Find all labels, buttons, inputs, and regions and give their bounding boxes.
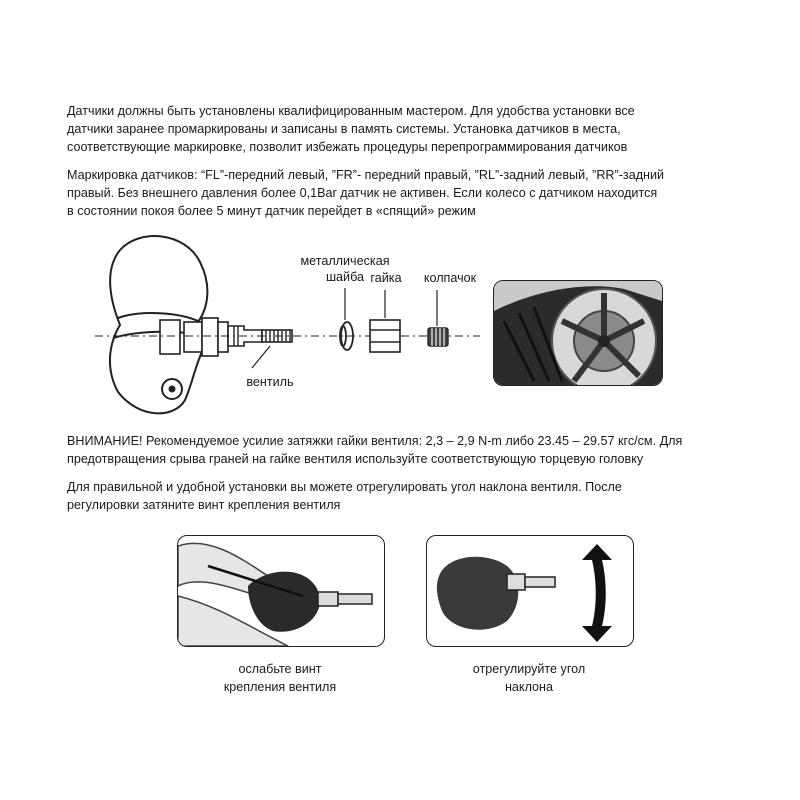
loosen-caption (180, 660, 380, 696)
adjust-line-2: регулировки затяните винт крепления вентиля (67, 498, 341, 512)
warning-paragraph (67, 432, 747, 468)
adjust-angle-photo (426, 535, 634, 647)
nut-icon (370, 320, 400, 352)
sensor-mount-screw-icon (162, 379, 182, 399)
valve-thread (234, 326, 290, 346)
loosen-caption-line-1: ослабьте винт (238, 662, 322, 676)
intro-line-3: соответствующие маркировке, позволит избежать процедуры перепрограммирования датчиков (67, 140, 628, 154)
adjust-caption-line-1: отрегулируйте угол (472, 662, 586, 676)
cap-label: колпачок (423, 271, 477, 285)
intro-line-1: Датчики должны быть установлены квалифицированным мастером. Для удобства установки все (67, 104, 635, 118)
tire-photo (493, 280, 663, 386)
loosen-screw-image (178, 536, 384, 646)
nut-label: гайка (370, 271, 402, 285)
loosen-screw-photo (177, 535, 385, 647)
marking-line-3: в состоянии покоя более 5 минут датчик перейдет в «спящий» режим (67, 204, 476, 218)
rotate-arrow-icon (582, 544, 612, 642)
washer-label-line-2: шайба (325, 270, 365, 284)
intro-paragraph (67, 102, 747, 156)
valve-stem (228, 326, 292, 346)
adjust-line-1: Для правильной и удобной установки вы можете отрегулировать угол наклона вентиля. После (67, 480, 622, 494)
washer-icon (340, 322, 353, 350)
marking-paragraph (67, 166, 747, 220)
loosen-caption-line-2: крепления вентиля (223, 680, 337, 694)
cap-icon (428, 328, 448, 346)
valve-clamp (160, 318, 228, 356)
warning-line-2: предотвращения срыва граней на гайке вентиля используйте соответствующую торцевую головку (67, 452, 644, 466)
marking-line-1: Маркировка датчиков: “FL”-передний левый, ”FR”- передний правый, ”RL”-задний левый, ”RR”-задний (67, 168, 665, 182)
leader-lines (252, 288, 437, 368)
adjust-paragraph (67, 478, 747, 514)
warning-line-1: ВНИМАНИЕ! Рекомендуемое усилие затяжки гайки вентиля: 2,3 – 2,9 N-m либо 23.45 – 29.57 кгс/см. Для (67, 434, 683, 448)
intro-line-2: датчики заранее промаркированы и записаны в память системы. Установка датчиков в места, (67, 122, 621, 136)
adjust-caption (429, 660, 629, 696)
washer-label-line-1: металлическая (300, 254, 390, 268)
tire-wheel-image (494, 281, 662, 385)
adjust-angle-image (427, 536, 633, 646)
valve-label: вентиль (246, 375, 294, 389)
sensor-body (110, 236, 208, 413)
marking-line-2: правый. Без внешнего давления более 0,1Bar датчик не активен. Если колесо с датчиком находится (67, 186, 658, 200)
adjust-caption-line-2: наклона (504, 680, 554, 694)
